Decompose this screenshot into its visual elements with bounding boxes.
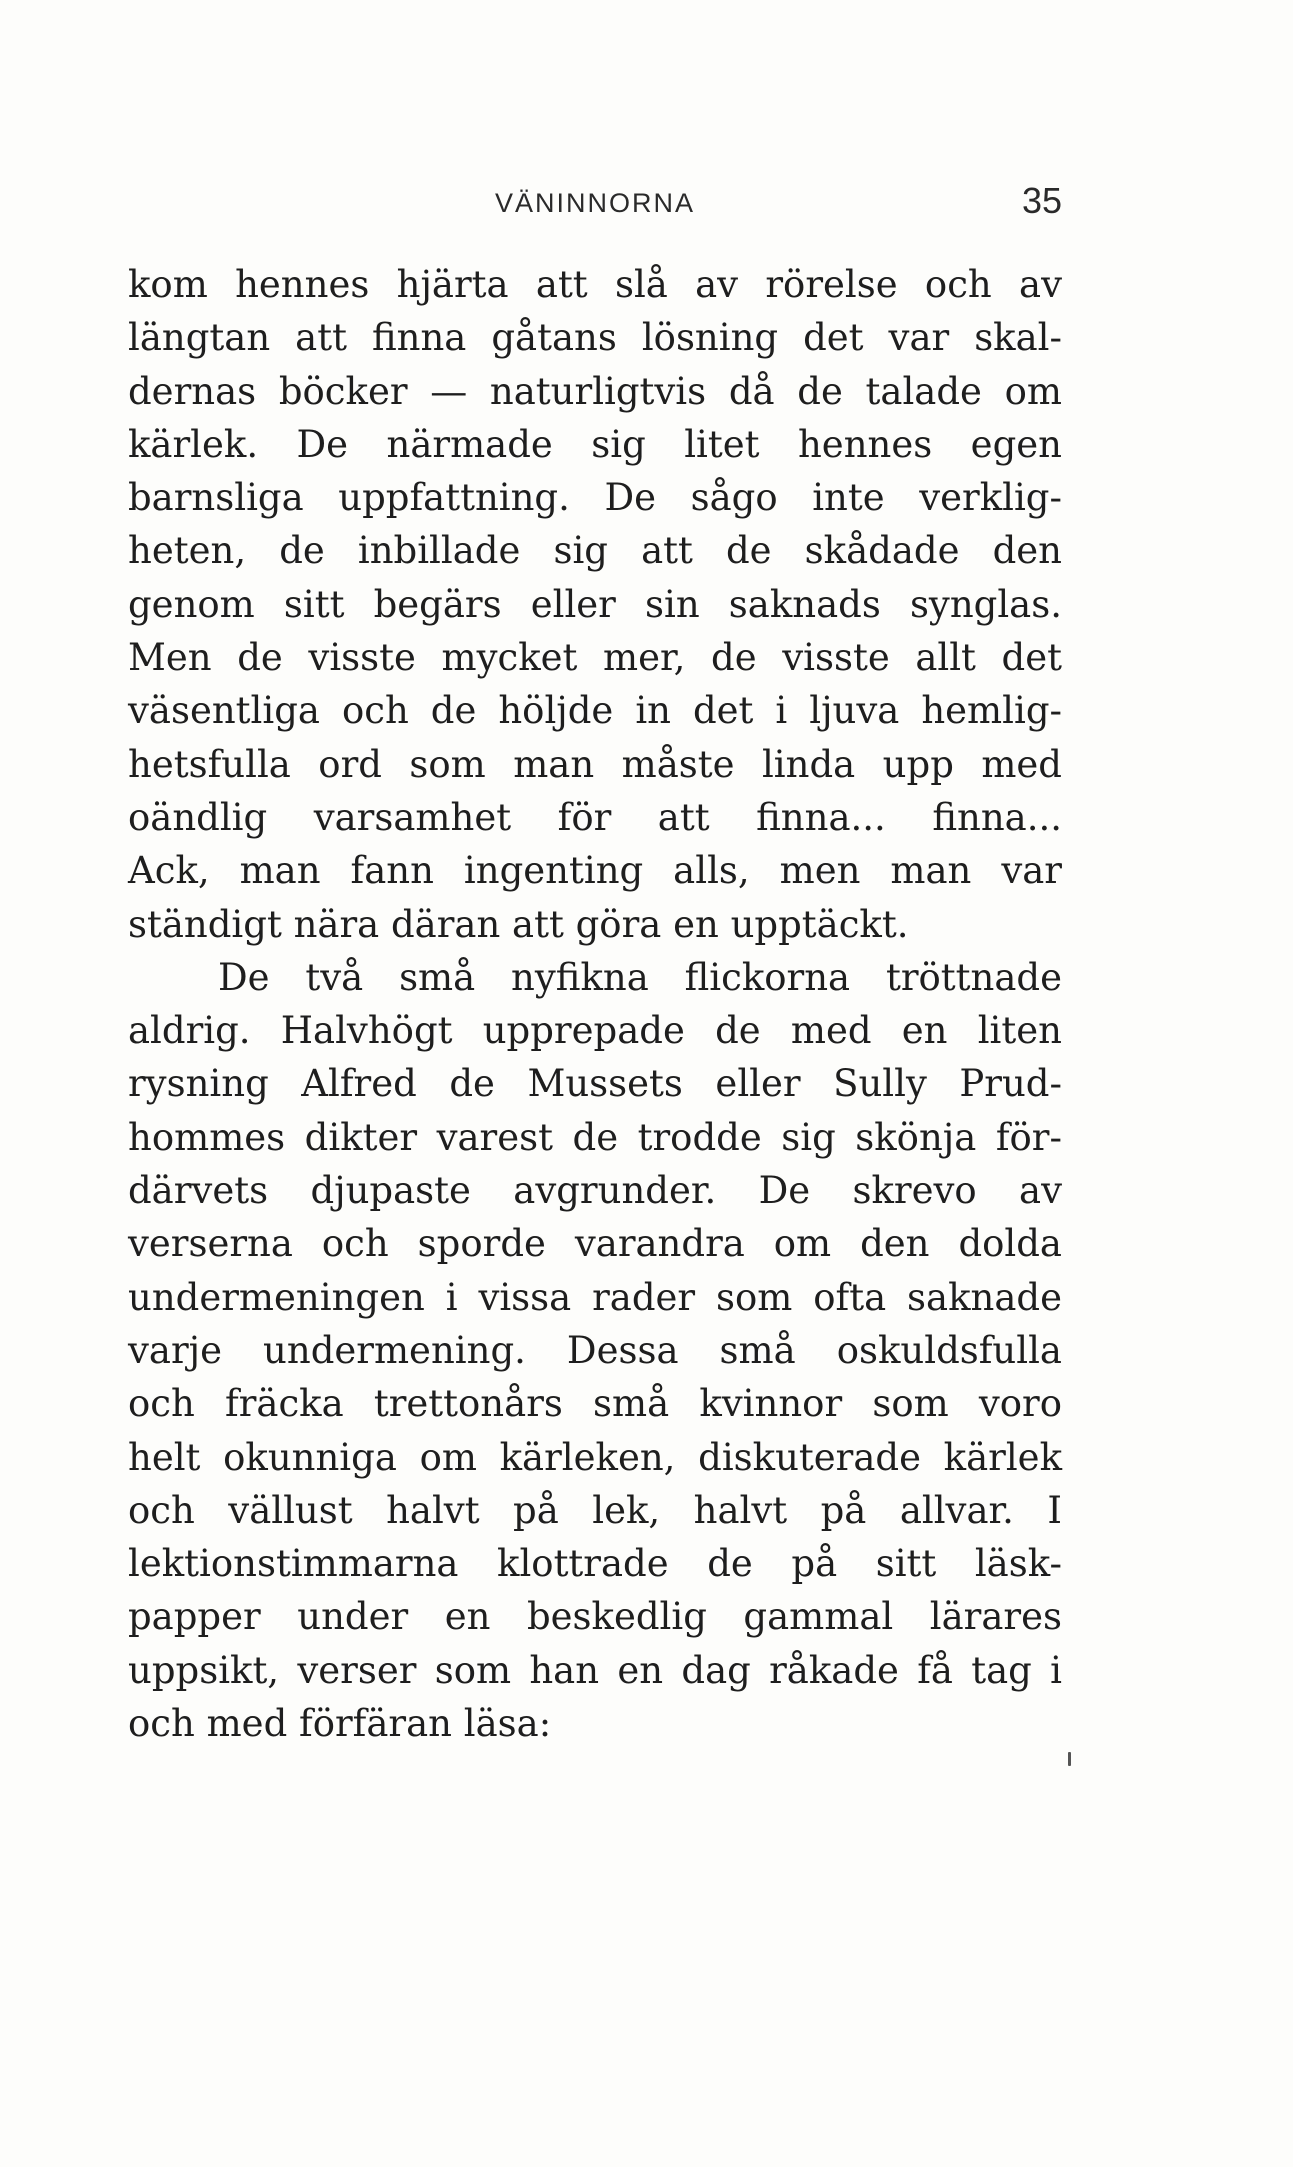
paragraph-2 [128, 951, 1062, 1750]
text-line: Men de visste mycket mer, de visste allt det [128, 636, 1062, 680]
text-line: oändlig varsamhet för att finna... finna... [128, 795, 1062, 839]
text-line: hetsfulla ord som man måste linda upp med [128, 742, 1062, 786]
text-line: varje undermening. Dessa små oskuldsfulla [128, 1328, 1062, 1372]
text-line: Ack, man fann ingenting alls, men man var [128, 849, 1062, 893]
text-line: De två små nyfikna flickorna tröttnade [218, 955, 1062, 999]
text-line: dernas böcker — naturligtvis då de talade om [128, 369, 1062, 413]
text-line: papper under en beskedlig gammal lärares [128, 1595, 1062, 1639]
text-line: kärlek. De närmade sig litet hennes egen [128, 422, 1062, 466]
text-line: verserna och sporde varandra om den dolda [128, 1222, 1062, 1266]
running-head [128, 180, 1062, 230]
text-line: och med förfäran läsa: [128, 1702, 552, 1746]
text-line: kom hennes hjärta att slå av rörelse och av [128, 263, 1062, 306]
text-line: lektionstimmarna klottrade de på sitt läsk- [128, 1542, 1062, 1586]
text-line: heten, de inbillade sig att de skådade den [128, 529, 1062, 573]
text-line: barnsliga uppfattning. De sågo inte verklig- [128, 476, 1062, 520]
text-line: rysning Alfred de Mussets eller Sully Prud- [128, 1062, 1062, 1106]
text-line: längtan att finna gåtans lösning det var skal- [128, 316, 1062, 360]
text-line: helt okunniga om kärleken, diskuterade kärlek [128, 1435, 1062, 1479]
running-title: VÄNINNORNA [494, 188, 696, 218]
text-line: hommes dikter varest de trodde sig skönja för- [128, 1115, 1062, 1159]
page-number: 35 [1021, 180, 1062, 221]
text-line: aldrig. Halvhögt upprepade de med en liten [128, 1009, 1062, 1053]
body-text [128, 258, 1062, 1750]
text-line: undermeningen i vissa rader som ofta saknade [128, 1275, 1062, 1319]
text-line: och fräcka trettonårs små kvinnor som voro [128, 1382, 1062, 1426]
text-line: och vällust halvt på lek, halvt på allvar. I [128, 1488, 1062, 1532]
text-line: ständigt nära däran att göra en upptäckt. [128, 902, 909, 946]
text-line: därvets djupaste avgrunder. De skrevo av [128, 1169, 1062, 1213]
text-line: väsentliga och de höljde in det i ljuva hemlig- [128, 689, 1062, 733]
text-line: genom sitt begärs eller sin saknads synglas. [128, 582, 1062, 626]
text-line: uppsikt, verser som han en dag råkade få tag i [128, 1648, 1062, 1692]
ink-speck [1068, 1752, 1071, 1766]
paragraph-1 [128, 258, 1062, 951]
